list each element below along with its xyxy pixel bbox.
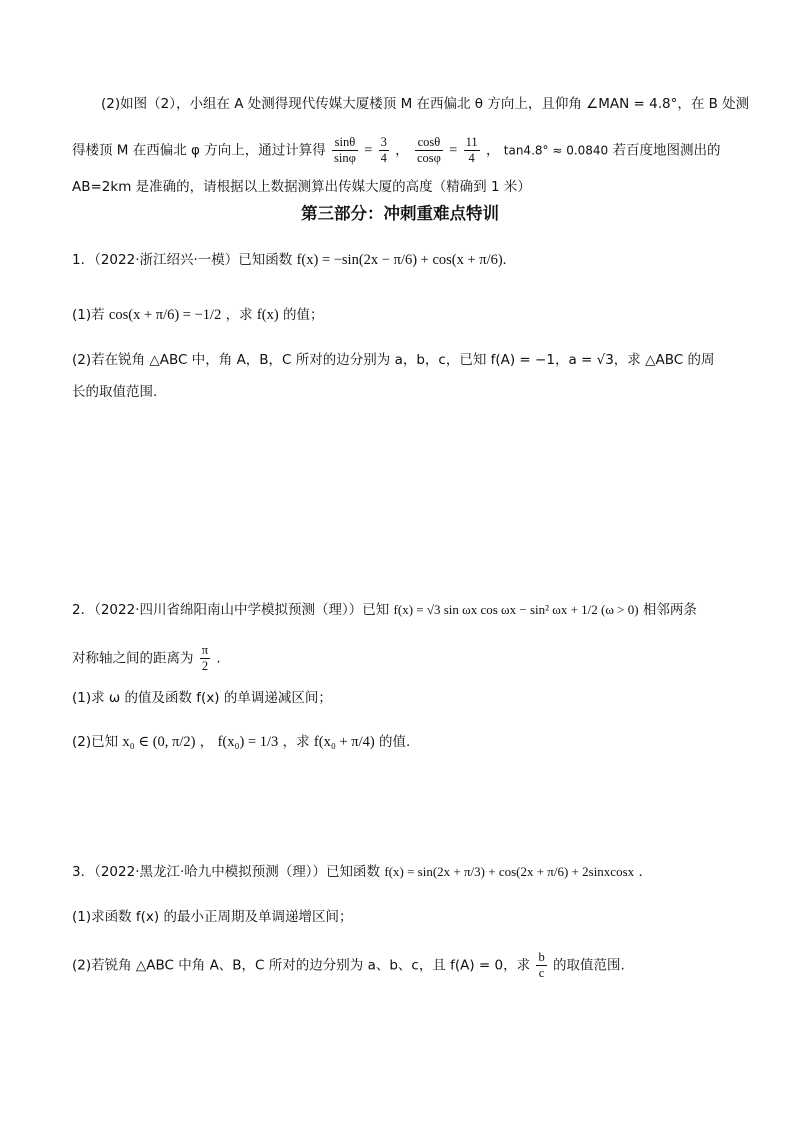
problem2-line2 [72, 644, 221, 673]
frac-num: b [538, 950, 545, 964]
problem1-part1 [72, 305, 323, 325]
problem1-function-formula: f(x) = −sin(2x − π/6) + cos(x + π/6). [296, 252, 507, 268]
frac-den: 2 [201, 659, 209, 673]
part2-q2-line2-tail: 若百度地图测出的 [612, 142, 721, 159]
frac-den: 4 [468, 151, 475, 165]
problem3-function-formula: f(x) = sin(2x + π/3) + cos(2x + π/6) + 2sinxcosx [384, 864, 635, 879]
frac-den: sinφ [334, 151, 356, 165]
text: ，求 [282, 734, 310, 750]
text: (2)若锐角 △ABC 中角 A、B，C 所对的边分别为 a、b、c，且 f(A) = 0，求 [72, 957, 531, 974]
frac-num: π [201, 643, 209, 657]
text: 相邻两条 [642, 602, 697, 618]
frac-num: 3 [380, 135, 387, 149]
ratio-cos-fraction [415, 136, 443, 165]
frac-den: c [538, 966, 545, 980]
frac-num: sinθ [332, 136, 358, 151]
text: 的值； [282, 307, 324, 323]
problem3-source: 3．（2022·黑龙江·哈九中模拟预测（理））已知函数 [72, 864, 381, 880]
problem1-source: 1．（2022·浙江绍兴·一模）已知函数 [72, 252, 293, 268]
problem3-part1: (1)求函数 f(x) 的最小正周期及单调递增区间； [72, 909, 353, 925]
function-fx: f(x) [256, 307, 279, 323]
part2-q2-line2 [72, 136, 720, 165]
separator: ， [395, 142, 409, 159]
section-title: 第三部分：冲刺重难点特训 [301, 204, 499, 223]
problem2-function-formula: f(x) = √3 sin ωx cos ωx − sin² ωx + 1/2 (ω > 0) [393, 602, 639, 617]
text: ， [199, 734, 214, 750]
problem2-source: 2．（2022·四川省绵阳南山中学模拟预测（理））已知 [72, 602, 390, 618]
equals-sign: = [364, 142, 373, 159]
problem1-part2-line2: 长的取值范围. [72, 384, 158, 400]
problem2-part2 [72, 732, 410, 752]
frac-num: cosθ [415, 136, 443, 151]
x0-domain: x₀ ∈ (0, π/2) [122, 734, 196, 750]
problem3-part2 [72, 951, 625, 980]
b-over-c-fraction [536, 951, 546, 980]
problem1-condition: cos(x + π/6) = −1/2 [108, 307, 222, 323]
ratio-sin-fraction [332, 136, 358, 165]
problem2-header [72, 600, 697, 620]
part2-q2-line3: AB=2km 是准确的，请根据以上数据测算出传媒大厦的高度（精确到 1 米） [72, 179, 531, 195]
three-quarters-fraction [379, 136, 389, 165]
text: 对称轴之间的距离为 [72, 650, 194, 667]
part2-q2-line1: (2)如图（2），小组在 A 处测得现代传媒大厦楼顶 M 在西偏北 θ 方向上，且仰角 ∠MAN = 4.8°，在 B 处测 [101, 96, 750, 112]
problem3-header [72, 862, 652, 882]
equals-sign: = [449, 142, 458, 159]
problem1-part2-line1: (2)若在锐角 △ABC 中，角 A，B，C 所对的边分别为 a，b，c，已知 f(A) = −1，a = √3，求 △ABC 的周 [72, 352, 715, 368]
frac-num: 11 [465, 135, 478, 149]
text: ． [638, 864, 652, 880]
part-label: (1)若 [72, 307, 105, 323]
text: ，求 [225, 307, 253, 323]
text: 的取值范围. [552, 957, 625, 974]
pi-over-2-fraction [200, 644, 210, 673]
fx0-value: f(x₀) = 1/3 [217, 734, 279, 750]
part2-q2-line2-text: 得楼顶 M 在西偏北 φ 方向上，通过计算得 [72, 142, 326, 159]
problem2-part1: (1)求 ω 的值及函数 f(x) 的单调递减区间； [72, 690, 332, 706]
separator: ， [485, 142, 500, 159]
frac-den: 4 [380, 151, 387, 165]
text: 的值. [379, 734, 411, 750]
target-expression: f(x₀ + π/4) [313, 734, 375, 750]
eleven-quarters-fraction [464, 136, 480, 165]
tan-approximation: tan4.8° ≈ 0.0840 [503, 143, 609, 158]
text: . [216, 650, 221, 667]
problem1-header [72, 250, 506, 270]
frac-den: cosφ [416, 151, 441, 165]
part-label: (2)已知 [72, 734, 119, 750]
